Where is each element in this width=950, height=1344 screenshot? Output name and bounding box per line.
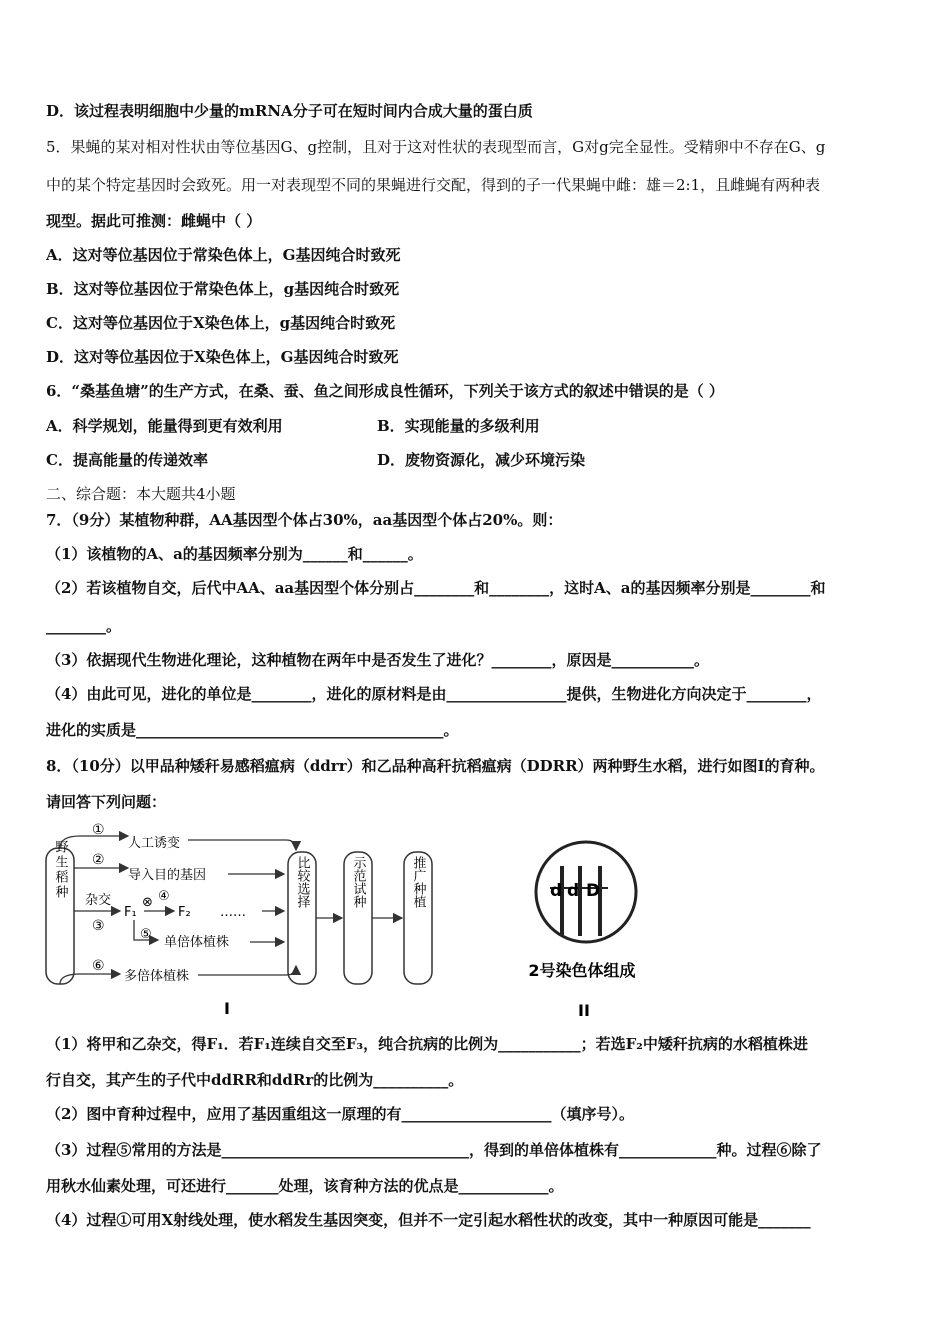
wild-rice-label: 野生稻种 xyxy=(52,840,68,900)
allele-D: D xyxy=(586,881,601,901)
q7-part-1: （1）该植物的A、a的基因频率分别为______和______。 xyxy=(46,545,423,563)
chromosome-figure xyxy=(510,836,660,1022)
q8-part-1b: 行自交，其产生的子代中ddRR和ddRr的比例为__________。 xyxy=(46,1071,464,1089)
haploid-label: 单倍体植株 xyxy=(164,935,230,950)
q8-part-3a: （3）过程⑤常用的方法是_________________________________，得到的单倍体植株有_____________种。过程⑥除了 xyxy=(46,1141,822,1159)
step-2-marker: ② xyxy=(92,852,105,868)
q8-stem-1: 8．（10分）以甲品种矮秆易感稻瘟病（ddrr）和乙品种高秆抗稻瘟病（DDRR）两种野生水稻，进行如图I的育种。 xyxy=(46,757,825,775)
step-6-marker: ⑥ xyxy=(92,958,105,974)
q7-part-4b: 进化的实质是_________________________________________。 xyxy=(46,721,459,739)
breeding-flowchart xyxy=(40,818,440,1020)
figure-2-caption: II xyxy=(578,1001,590,1020)
step-5-marker: ⑤ xyxy=(140,927,152,942)
q8-part-2: （2）图中育种过程中，应用了基因重组这一原理的有____________________（填序号）。 xyxy=(46,1105,634,1123)
q8-part-4: （4）过程①可用X射线处理，使水稻发生基因突变，但并不一定引起水稻性状的改变，其中一种原因可能是_______ xyxy=(46,1211,811,1229)
q7-part-4a: （4）由此可见，进化的单位是________，进化的原材料是由________________提供，生物进化方向决定于________， xyxy=(46,685,822,703)
q5-option-c: C．这对等位基因位于X染色体上，g基因纯合时致死 xyxy=(46,314,396,332)
q8-stem-2: 请回答下列问题： xyxy=(46,793,167,811)
f2-label: F₂ xyxy=(178,905,191,920)
q6-option-c: C．提高能量的传递效率 xyxy=(46,451,208,469)
q5-stem-3: 现型。据此可推测：雌蝇中（ ） xyxy=(46,212,262,230)
option-d-prev: D．该过程表明细胞中少量的mRNA分子可在短时间内合成大量的蛋白质 xyxy=(46,102,533,120)
q6-option-a: A．科学规划，能量得到更有效利用 xyxy=(46,417,283,435)
self-cross-symbol: ⊗ xyxy=(142,895,153,910)
q7-part-2a: （2）若该植物自交，后代中AA、aa基因型个体分别占________和________，这时A、a的基因频率分别是________和 xyxy=(46,579,826,597)
allele-d-1: d xyxy=(550,881,563,901)
ellipsis: …… xyxy=(220,905,246,920)
q5-option-b: B．这对等位基因位于常染色体上，g基因纯合时致死 xyxy=(46,280,400,298)
figure-1-caption: I xyxy=(224,999,230,1018)
q7-part-3: （3）依据现代生物进化理论，这种植物在两年中是否发生了进化？________，原因是___________。 xyxy=(46,651,709,669)
q5-stem-2: 中的某个特定基因时会致死。用一对表现型不同的果蝇进行交配，得到的子一代果蝇中雌：雄＝2:1，且雌蝇有两种表 xyxy=(46,176,821,194)
allele-d-2: d xyxy=(567,881,580,901)
step-3-marker: ③ xyxy=(92,918,105,934)
chromosome-label: 2号染色体组成 xyxy=(528,961,636,980)
q7-part-2b: ________。 xyxy=(46,617,122,635)
q6-option-d: D．废物资源化，减少环境污染 xyxy=(377,451,586,469)
f1-label: F₁ xyxy=(124,905,137,920)
cross-label: 杂交 xyxy=(85,893,112,908)
section-title: 二、综合题：本大题共4小题 xyxy=(46,485,236,503)
step-4-marker: ④ xyxy=(158,889,170,904)
demo-label: 示范试种 xyxy=(350,856,366,908)
promote-label: 推广种植 xyxy=(410,856,426,908)
q5-stem-1: 5．果蝇的某对相对性状由等位基因G、g控制，且对于这对性状的表现型而言，G对g完全显性。受精卵中不存在G、g xyxy=(46,138,826,156)
q6-option-b: B．实现能量的多级利用 xyxy=(377,417,540,435)
q8-part-3b: 用秋水仙素处理，可还进行_______处理，该育种方法的优点是____________。 xyxy=(46,1177,564,1195)
q7-stem: 7．（9分）某植物种群，AA基因型个体占30%，aa基因型个体占20%。则： xyxy=(46,511,563,529)
step-1-marker: ① xyxy=(92,822,105,838)
q8-part-1a: （1）将甲和乙杂交，得F₁．若F₁连续自交至F₃，纯合抗病的比例为___________；若选F₂中矮秆抗病的水稻植株进 xyxy=(46,1035,808,1053)
q5-option-a: A．这对等位基因位于常染色体上，G基因纯合时致死 xyxy=(46,246,401,264)
compare-label: 比较选择 xyxy=(294,856,310,908)
step-1-label: 人工诱变 xyxy=(128,836,181,851)
step-2-label: 导入目的基因 xyxy=(128,868,207,883)
q5-option-d: D．这对等位基因位于X染色体上，G基因纯合时致死 xyxy=(46,348,399,366)
q6-stem: 6．“桑基鱼塘”的生产方式，在桑、蚕、鱼之间形成良性循环，下列关于该方式的叙述中错误的是（ ） xyxy=(46,382,724,400)
polyploid-label: 多倍体植株 xyxy=(124,969,190,984)
